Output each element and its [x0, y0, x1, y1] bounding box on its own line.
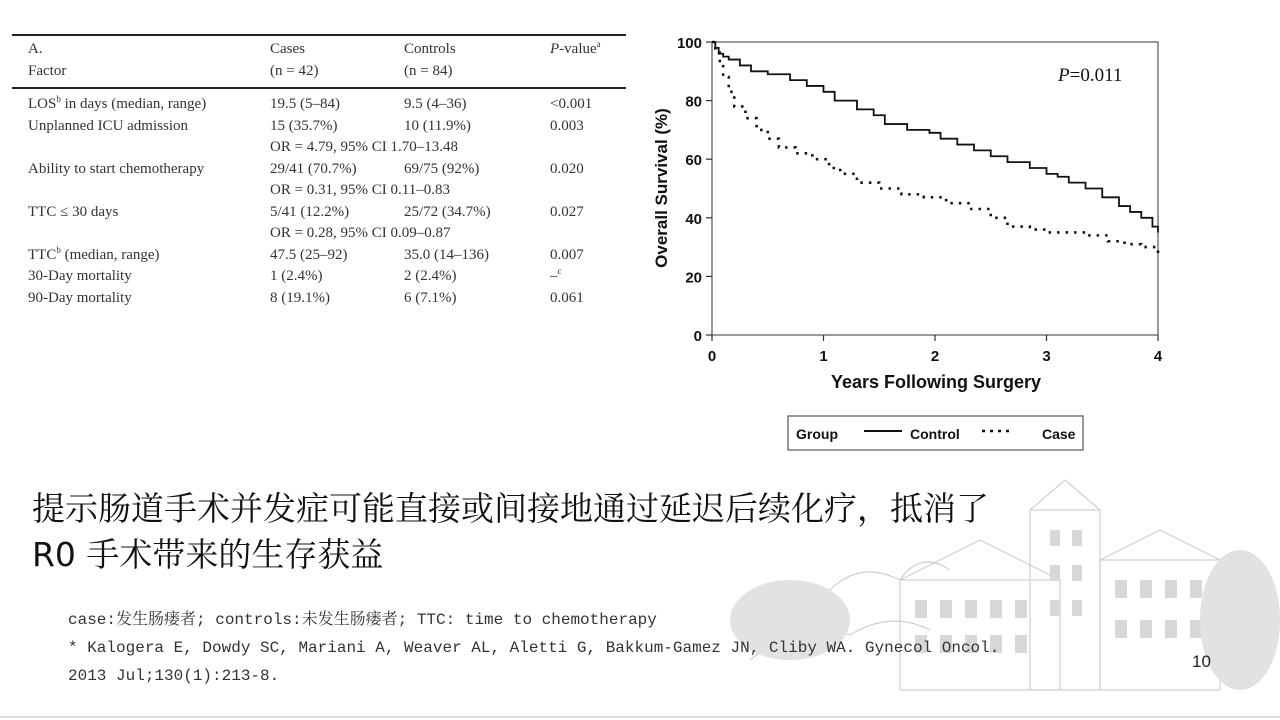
conclusion-text [32, 486, 1152, 578]
row-ttc30-controls: 25/72 (34.7%) [404, 204, 491, 220]
row-ttc30-factor: TTC ≤ 30 days [28, 204, 119, 220]
row-los-controls: 9.5 (4–36) [404, 96, 467, 112]
row-ttc-factor: TTC$^b$ (median, range) [28, 245, 160, 263]
x-tick-label-4: 4 [1153, 348, 1163, 365]
row-mort30-cases: 1 (2.4%) [270, 268, 323, 284]
legend-control-label: Control [910, 426, 960, 442]
header-controls: Controls [404, 41, 456, 57]
footnote [68, 606, 999, 690]
footnote-reference: * Kalogera E, Dowdy SC, Mariani A, Weaver AL, Aletti G, Bakkum-Gamez JN, Cliby WA. Gynecol Oncol. [68, 639, 1000, 657]
x-tick-label-2: 2 [930, 348, 940, 365]
row-ttc-cases: 47.5 (25–92) [270, 247, 348, 263]
row-mort30-factor: 30-Day mortality [28, 268, 132, 284]
legend-case-label: Case [1042, 426, 1076, 442]
chart-legend [788, 416, 1083, 450]
x-tick-label-0: 0 [707, 348, 717, 365]
row-icu-controls: 10 (11.9%) [404, 118, 471, 134]
row-ttc30-p: 0.027 [550, 204, 584, 220]
x-axis [708, 335, 1163, 365]
row-los-cases: 19.5 (5–84) [270, 96, 340, 112]
table-top-rule [12, 34, 626, 36]
bottom-divider [0, 716, 1280, 718]
row-ttc-controls: 35.0 (14–136) [404, 247, 489, 263]
row-chemo-cases: 29/41 (70.7%) [270, 161, 357, 177]
y-tick-label-0: 0 [693, 328, 702, 345]
row-chemo-or: OR = 0.31, 95% CI 0.11–0.83 [270, 182, 450, 198]
y-tick-label-40: 40 [685, 210, 702, 228]
row-icu-factor: Unplanned ICU admission [28, 118, 188, 134]
header-col0-line2: Factor [28, 63, 67, 79]
y-axis-label: Overall Survival (%) [652, 108, 671, 268]
y-axis [677, 35, 712, 345]
p-value-annotation: P=0.011 [1058, 65, 1123, 86]
row-los-p: <0.001 [550, 96, 593, 112]
x-axis-label: Years Following Surgery [830, 372, 1042, 392]
row-chemo-p: 0.020 [550, 161, 584, 177]
header-cases: Cases [270, 41, 305, 57]
x-tick-label-3: 3 [1042, 348, 1051, 365]
header-cases-n: (n = 42) [270, 63, 319, 79]
y-tick-label-80: 80 [685, 93, 702, 111]
survival-chart [640, 28, 1180, 458]
row-ttc30-or: OR = 0.28, 95% CI 0.09–0.87 [270, 225, 451, 241]
y-tick-label-100: 100 [676, 35, 702, 52]
row-los-factor: LOS$^b$ in days (median, range) [28, 94, 207, 112]
legend-title: Group [796, 426, 838, 442]
page-number: 10 [1192, 652, 1211, 671]
conclusion-line-1: 提示肠道手术并发症可能直接或间接地通过延迟后续化疗，抵消了 [32, 489, 989, 528]
row-icu-cases: 15 (35.7%) [270, 118, 338, 134]
conclusion-line-2: R0 手术带来的生存获益 [32, 535, 384, 574]
y-tick-label-60: 60 [685, 152, 702, 170]
row-mort90-controls: 6 (7.1%) [404, 290, 457, 306]
y-tick-label-20: 20 [685, 269, 702, 287]
row-chemo-controls: 69/75 (92%) [404, 161, 480, 177]
header-col0-line1: A. [28, 41, 43, 57]
row-mort30-p: –$^c$ [550, 266, 562, 284]
footnote-reference-cont: 2013 Jul;130(1):213-8. [68, 667, 280, 685]
header-pvalue: P-value$^a$ [550, 39, 601, 57]
row-ttc-p: 0.007 [550, 247, 584, 263]
x-tick-label-1: 1 [819, 348, 828, 365]
header-controls-n: (n = 84) [404, 63, 453, 79]
row-mort90-factor: 90-Day mortality [28, 290, 132, 306]
row-ttc30-cases: 5/41 (12.2%) [270, 204, 350, 220]
table-header-rule [12, 87, 626, 89]
footnote-definitions: case:发生肠瘘者; controls:未发生肠瘘者; TTC: time to chemotherapy [68, 611, 657, 629]
row-icu-p: 0.003 [550, 118, 584, 134]
row-mort30-controls: 2 (2.4%) [404, 268, 457, 284]
row-mort90-cases: 8 (19.1%) [270, 290, 330, 306]
row-mort90-p: 0.061 [550, 290, 584, 306]
row-icu-or: OR = 4.79, 95% CI 1.70–13.48 [270, 139, 459, 155]
row-chemo-factor: Ability to start chemotherapy [28, 161, 205, 177]
